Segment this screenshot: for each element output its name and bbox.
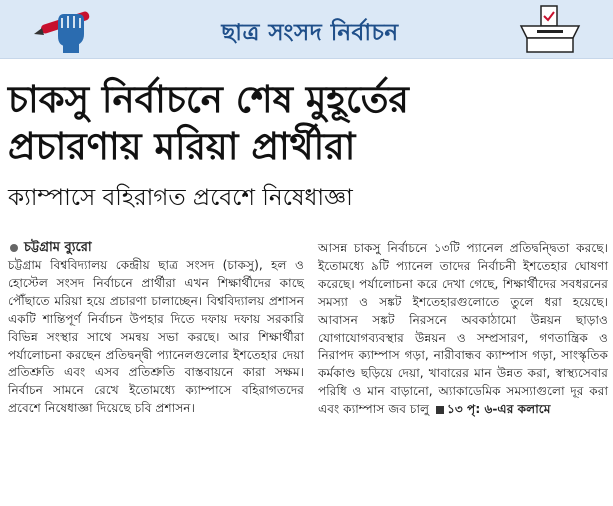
square-bullet-icon	[436, 406, 444, 414]
section-title: ছাত্র সংসদ নির্বাচন	[221, 20, 399, 46]
article-column-right-text: আসন্ন চাকসু নির্বাচনে ১৩টি প্যানেল প্রতিদ্বন্দ্বিতা করছে। ইতোমধ্যে ৯টি প্যানেল তাদের নির্বাচনী ইশতেহার ঘোষণা করেছে। পর্যালোচনা করে দেখা গেছে, শিক্ষার্থীদের সবধরনের সমস্যা ও সঙ্কট ইশতেহারগুলোতে তুলে ধরা হয়েছে। আবাসন সঙ্কট নিরসনে অবকাঠামো উন্নয়ন ছাড়াও যোগাযোগব্যবস্থার উন্নয়ন ও সম্প্রসারণ, গণতান্ত্রিক ও নিরাপদ ক্যাম্পাস গড়া, নারীবান্ধব ক্যাম্পাস গড়া, সাংস্কৃতিক কর্মকাণ্ড ছড়িয়ে দেয়া, খাবারের মান উন্নত করা, স্বাস্থ্যসেবার পরিধি ও মান বাড়ানো, অ্যাকাডেমিক সমস্যাগুলো দূর করা এবং ক্যাম্পাস জব চালু	[318, 241, 608, 417]
fist-pen-icon	[32, 4, 102, 54]
ballot-box-icon	[515, 4, 585, 54]
byline-text: চট্টগ্রাম ব্যুরো	[24, 240, 92, 255]
bullet-icon	[10, 244, 18, 252]
byline	[10, 238, 92, 259]
article-column-right	[318, 240, 608, 419]
headline	[8, 76, 608, 170]
headline-line-2: প্রচারণায় মরিয়া প্রার্থীরা	[8, 125, 356, 168]
continued-on-link[interactable]: ১৩ পৃ: ৬-এর কলামে	[446, 402, 551, 417]
article-column-left: চট্টগ্রাম বিশ্ববিদ্যালয় কেন্দ্রীয় ছাত্র সংসদ (চাকসু), হল ও হোস্টেল সংসদ নির্বাচনে প্রার্থীরা এখন শিক্ষার্থীদের কাছে পৌঁছাতে মরিয়া হয়ে প্রচারণা চালাচ্ছেন। বিশ্ববিদ্যালয় প্রশাসন একটি শান্তিপূর্ণ নির্বাচন উপহার দিতে দফায় দফায় সরকারি বিভিন্ন সংস্থার সাথে সমন্বয় সভা করছে। আর শিক্ষার্থীরা পর্যালোচনা করছেন প্রতিদ্বন্দ্বী প্যানেলগুলোর ইশতেহার দেয়া প্রতিশ্রুতি এবং এসব প্রতিশ্রুতি বাস্তবায়নে কারা সক্ষম। নির্বাচন সামনে রেখে ইতোমধ্যে ক্যাম্পাসে বহিরাগতদের প্রবেশে নিষেধাজ্ঞা দিয়েছে চবি প্রশাসন।	[8, 258, 304, 416]
subheadline: ক্যাম্পাসে বহিরাগত প্রবেশে নিষেধাজ্ঞা	[8, 185, 353, 211]
headline-line-1: চাকসু নির্বাচনে শেষ মুহূর্তের	[8, 78, 409, 121]
section-banner	[0, 0, 613, 59]
